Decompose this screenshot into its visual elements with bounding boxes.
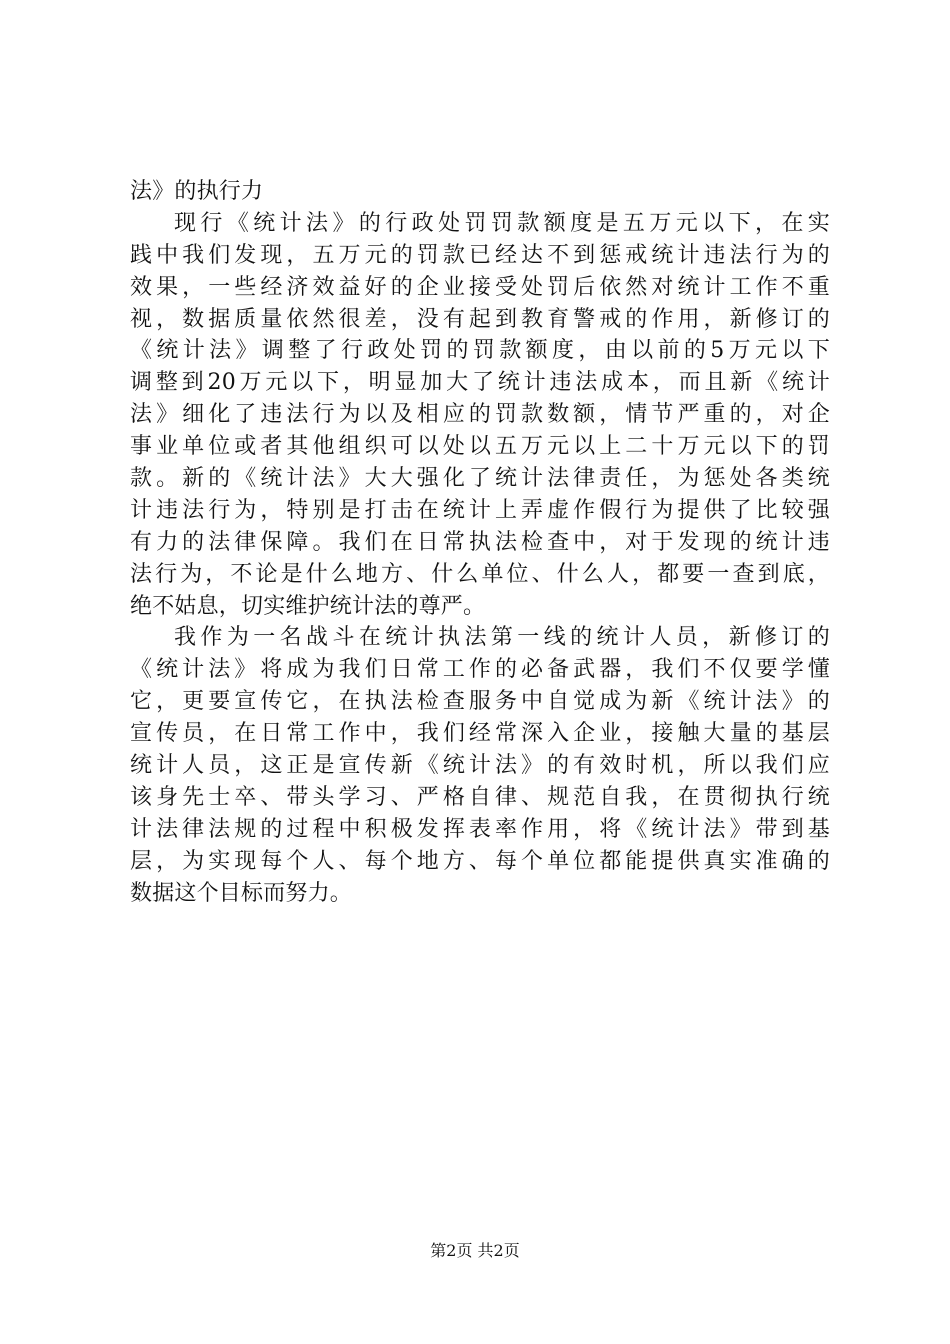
text-line: 该身先士卒、带头学习、严格自律、规范自我，在贯彻执行统 (130, 784, 830, 810)
text-line: 《统计法》调整了行政处罚的罚款额度，由以前的5万元以下 (130, 338, 830, 364)
text-line: 调整到20万元以下，明显加大了统计违法成本，而且新《统计 (130, 370, 830, 396)
text-line: 宣传员，在日常工作中，我们经常深入企业，接触大量的基层 (130, 721, 830, 747)
document-body (130, 176, 830, 909)
text-line: 款。新的《统计法》大大强化了统计法律责任，为惩处各类统 (130, 466, 830, 492)
text-line: 《统计法》将成为我们日常工作的必备武器，我们不仅要学懂 (130, 657, 830, 683)
text-line: 践中我们发现，五万元的罚款已经达不到惩戒统计违法行为的 (130, 242, 830, 268)
text-line: 有力的法律保障。我们在日常执法检查中，对于发现的统计违 (130, 529, 830, 555)
text-line: 数据这个目标而努力。 (130, 880, 353, 906)
text-line: 法》细化了违法行为以及相应的罚款数额，情节严重的，对企 (130, 402, 830, 428)
text-line: 计法律法规的过程中积极发挥表率作用，将《统计法》带到基 (130, 816, 830, 842)
text-line: 现行《统计法》的行政处罚罚款额度是五万元以下，在实 (174, 210, 830, 236)
text-line: 计违法行为，特别是打击在统计上弄虚作假行为提供了比较强 (130, 497, 830, 523)
text-line: 效果，一些经济效益好的企业接受处罚后依然对统计工作不重 (130, 274, 830, 300)
page-number-footer: 第2页 共2页 (430, 1241, 520, 1260)
text-line: 层，为实现每个人、每个地方、每个单位都能提供真实准确的 (130, 848, 830, 874)
text-line: 视，数据质量依然很差，没有起到教育警戒的作用，新修订的 (130, 306, 830, 332)
text-line: 事业单位或者其他组织可以处以五万元以上二十万元以下的罚 (130, 434, 830, 460)
text-line: 绝不姑息，切实维护统计法的尊严。 (130, 593, 486, 619)
text-line: 我作为一名战斗在统计执法第一线的统计人员，新修订的 (174, 625, 830, 651)
text-line: 法》的执行力 (130, 179, 264, 204)
text-line: 它，更要宣传它，在执法检查服务中自觉成为新《统计法》的 (130, 689, 830, 715)
text-line: 统计人员，这正是宣传新《统计法》的有效时机，所以我们应 (130, 753, 830, 779)
text-line: 法行为，不论是什么地方、什么单位、什么人，都要一查到底， (130, 561, 830, 587)
